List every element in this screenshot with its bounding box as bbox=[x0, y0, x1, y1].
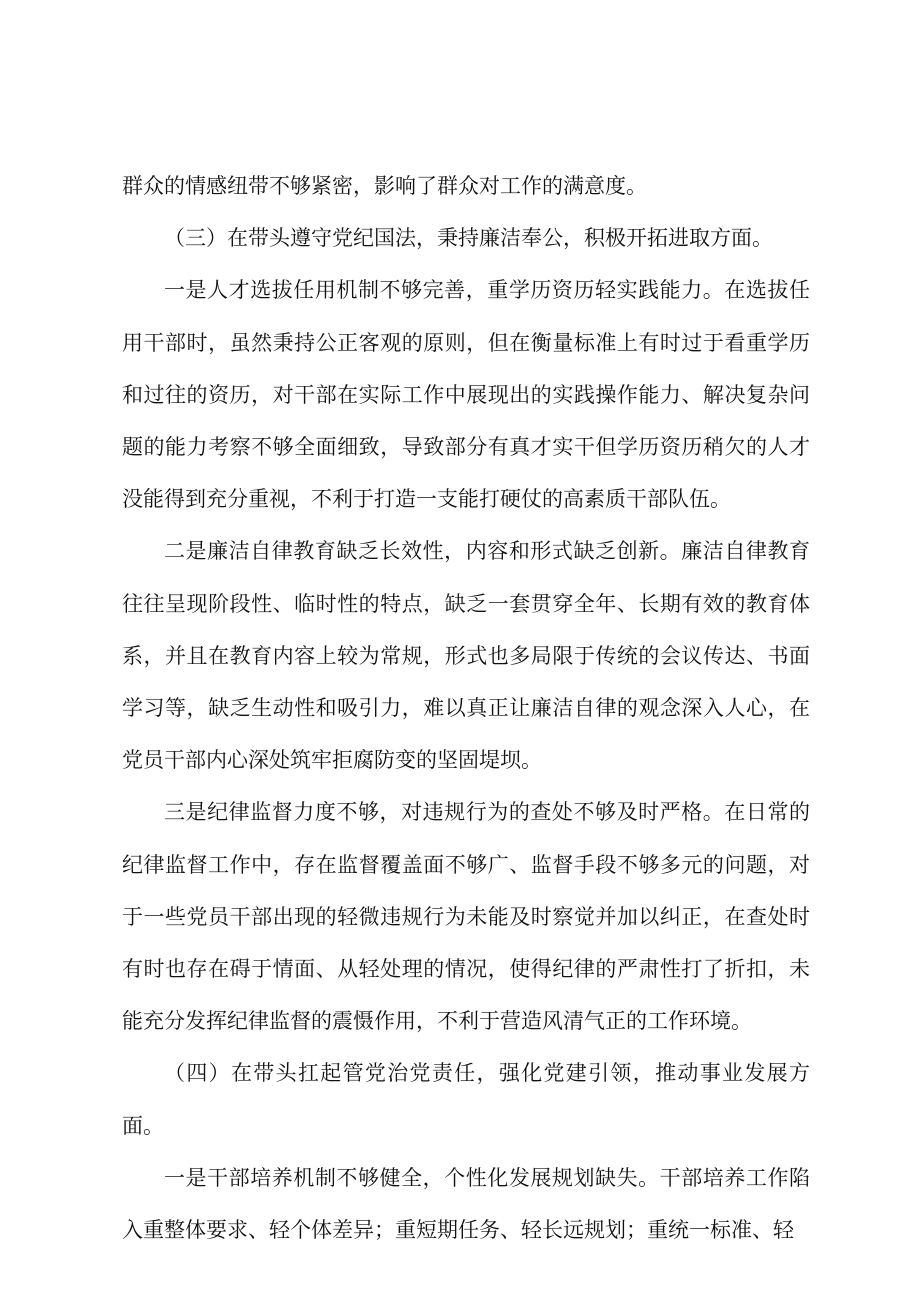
paragraph-discipline-supervision: 三是纪律监督力度不够，对违规行为的查处不够及时严格。在日常的纪律监督工作中，存在监督覆盖面不够广、监督手段不够多元的问题，对于一些党员干部出现的轻微违规行为未能及时察觉并加以纠正，在查处时有时也存在碍于情面、从轻处理的情况，使得纪律的严肃性打了折扣，未能充分发挥纪律监督的震慑作用，不利于营造风清气正的工作环境。 bbox=[122, 800, 810, 1034]
paragraph-cadre-training: 一是干部培养机制不够健全，个性化发展规划缺失。干部培养工作陷入重整体要求、轻个体差异；重短期任务、轻长远规划；重统一标准、轻 bbox=[122, 1165, 810, 1243]
paragraph-integrity-education: 二是廉洁自律教育缺乏长效性，内容和形式缺乏创新。廉洁自律教育往往呈现阶段性、临时性的特点，缺乏一套贯穿全年、长期有效的教育体系，并且在教育内容上较为常规，形式也多局限于传统的会议传达、书面学习等，缺乏生动性和吸引力，难以真正让廉洁自律的观念深入人心，在党员干部内心深处筑牢拒腐防变的坚固堤坝。 bbox=[122, 539, 810, 773]
paragraph-continuation: 群众的情感纽带不够紧密，影响了群众对工作的满意度。 bbox=[122, 174, 647, 198]
section-heading-3: （三）在带头遵守党纪国法，秉持廉洁奉公，积极开拓进取方面。 bbox=[164, 226, 773, 251]
paragraph-talent-selection: 一是人才选拔任用机制不够完善，重学历资历轻实践能力。在选拔任用干部时，虽然秉持公正客观的原则，但在衡量标准上有时过于看重学历和过往的资历，对干部在实际工作中展现出的实践操作能力、解决复杂问题的能力考察不够全面细致，导致部分有真才实干但学历资历稍欠的人才没能得到充分重视，不利于打造一支能打硬仗的高素质干部队伍。 bbox=[122, 278, 810, 512]
section-heading-4: （四）在带头扛起管党治党责任，强化党建引领，推动事业发展方面。 bbox=[122, 1061, 810, 1138]
document-page bbox=[122, 160, 810, 1256]
